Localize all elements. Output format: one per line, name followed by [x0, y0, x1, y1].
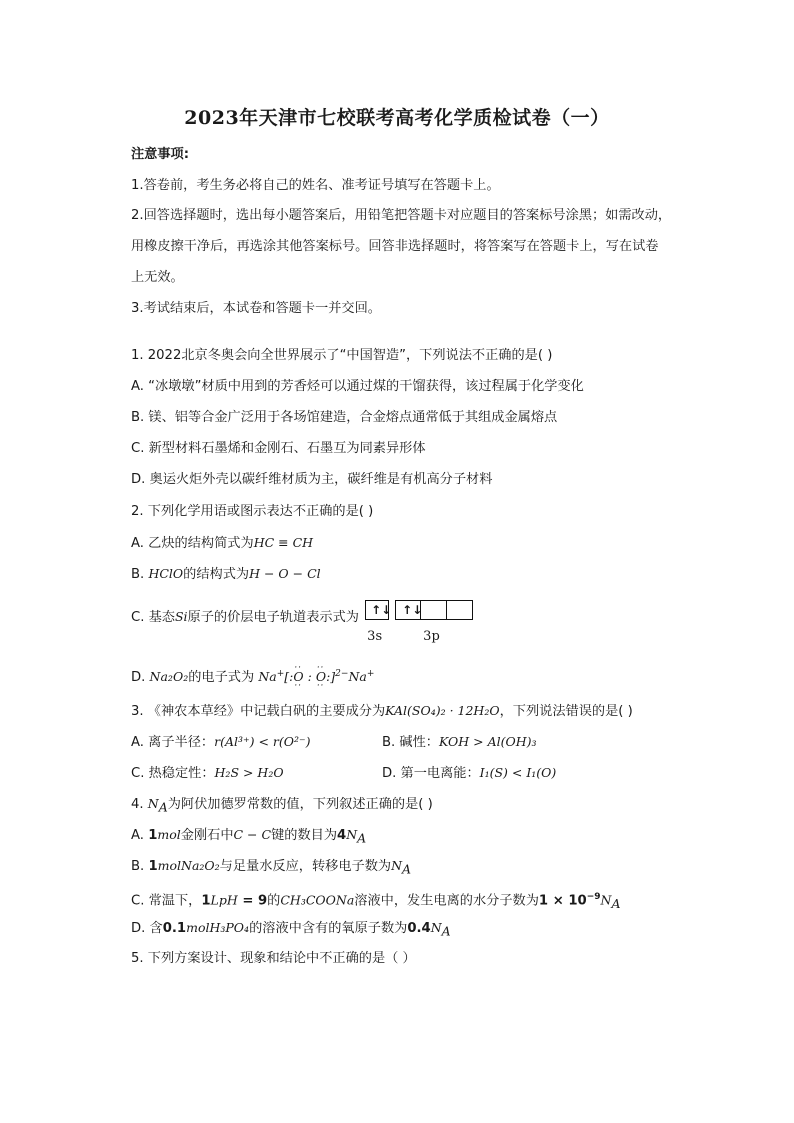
- q4-a-unit: mol: [157, 827, 181, 842]
- q2-c-formula: Si: [174, 609, 188, 624]
- orbital-3p-box-2: [420, 600, 447, 620]
- q2-option-a: [131, 534, 313, 553]
- orbital-3s-arrows: ↑↓: [371, 603, 392, 617]
- q2-b-text: 的结构式为: [183, 567, 250, 582]
- orbital-3s-box: [365, 600, 392, 620]
- q2-b-formula-1: HClO: [148, 566, 184, 581]
- avogadro-symbol: N: [600, 892, 612, 908]
- q4-a-text-2: 键的数目为: [271, 828, 338, 843]
- q2-b-label: B.: [131, 567, 149, 582]
- q3-stem: [131, 702, 633, 721]
- q4-c-exponent: −9: [586, 892, 601, 902]
- avogadro-symbol: N: [391, 858, 403, 873]
- avogadro-symbol: N: [430, 920, 442, 935]
- q1-option-a: A. “冰墩墩”材质中用到的芳香烃可以通过煤的干馏获得，该过程属于化学变化: [131, 379, 584, 394]
- q3-b-text: B. 碱性：: [382, 735, 439, 750]
- q4-c-text-3: 溶液中，发生电离的水分子数为: [354, 893, 539, 909]
- orbital-label-3s: 3s: [367, 629, 383, 644]
- avogadro-symbol: N: [346, 827, 358, 842]
- sodium-symbol: Na: [348, 669, 367, 685]
- q2-c-text: 原子的价层电子轨道表示式为: [187, 610, 359, 625]
- q4-d-number-1: 0.1: [162, 921, 187, 936]
- peroxide-charge: 2−: [335, 669, 349, 679]
- q2-option-d: [131, 665, 374, 687]
- q3-c-formula: H₂S > H₂O: [214, 765, 284, 780]
- q4-option-d: [131, 919, 451, 941]
- q3-a-formula: r(Al³⁺) < r(O²⁻): [214, 734, 311, 749]
- q2-b-formula-2: H − O − Cl: [249, 566, 321, 581]
- q3-stem-end: ，下列说法错误的是( ): [499, 704, 633, 719]
- q5-stem: 5. 下列方案设计、现象和结论中不正确的是（ ）: [131, 951, 416, 966]
- q4-option-c: [131, 888, 620, 913]
- q3-stem-text: 3. 《神农本草经》中记载白矾的主要成分为: [131, 704, 386, 719]
- q3-option-d: [382, 764, 556, 783]
- q4-c-number-2: 1 × 10: [538, 893, 587, 909]
- note-item-2-end: 上无效。: [131, 270, 184, 285]
- q4-b-label: B.: [131, 859, 149, 874]
- q4-stem: [131, 795, 433, 817]
- q4-stem-text: 为阿伏加德罗常数的值，下列叙述正确的是( ): [167, 797, 433, 812]
- q2-option-c: [131, 600, 479, 644]
- q2-a-text: A. 乙炔的结构简式为: [131, 536, 254, 551]
- q3-option-b: [382, 733, 537, 752]
- q4-a-number-1: 1: [148, 828, 158, 843]
- q4-c-ph-value: = 9: [237, 893, 268, 909]
- q3-d-text: D. 第一电离能：: [382, 766, 480, 781]
- q3-option-a: [131, 733, 311, 752]
- q3-c-text: C. 热稳定性：: [131, 766, 215, 781]
- q2-d-label: D.: [131, 670, 150, 686]
- q3-a-text: A. 离子半径：: [131, 735, 215, 750]
- q3-d-formula: I₁(S) < I₁(O): [479, 765, 557, 780]
- q4-b-number: 1: [148, 859, 158, 874]
- q1-option-c: C. 新型材料石墨烯和金刚石、石墨互为同素异形体: [131, 441, 426, 456]
- sodium-symbol: Na: [258, 669, 277, 685]
- electron-formula: Na+[:· · O · · : · · O · ·:]$^{2-}$Na+: [258, 669, 374, 684]
- notes-heading: 注意事项:: [131, 147, 190, 162]
- orbital-label-3p: 3p: [423, 629, 440, 644]
- oxygen-atom-1: · · O · ·: [293, 668, 303, 686]
- note-item-3: 3.考试结束后，本试卷和答题卡一并交回。: [131, 301, 381, 316]
- q2-d-text: 的电子式为: [188, 670, 255, 686]
- avogadro-subscript: A: [357, 830, 367, 846]
- q2-d-formula: Na₂O₂: [149, 669, 189, 685]
- q3-b-formula: KOH > Al(OH)₃: [439, 734, 537, 749]
- q4-option-b: [131, 857, 411, 879]
- note-item-1: 1.答卷前，考生务必将自己的姓名、准考证号填写在答题卡上。: [131, 178, 500, 193]
- q4-c-text-1: C. 常温下，: [131, 893, 202, 909]
- q4-d-number-2: 0.4: [407, 921, 431, 936]
- q4-d-formula: molH₃PO₄: [186, 920, 250, 935]
- q2-c-label: C. 基态: [131, 610, 175, 625]
- q1-stem: 1. 2022北京冬奥会向全世界展示了“中国智造”，下列说法不正确的是( ): [131, 348, 553, 363]
- page-title: 2023年天津市七校联考高考化学质检试卷（一）: [184, 107, 610, 129]
- orbital-diagram: [365, 600, 479, 644]
- q4-b-formula: molNa₂O₂: [157, 858, 220, 873]
- note-item-2: 2.回答选择题时，选出每小题答案后，用铅笔把答题卡对应题目的答案标号涂黑；如需改动，: [131, 208, 672, 223]
- orbital-3p-arrows: ↑↓: [402, 603, 423, 617]
- note-item-2-cont: 用橡皮擦干净后，再选涂其他答案标号。回答非选择题时，将答案写在答题卡上，写在试卷: [131, 239, 659, 254]
- avogadro-subscript: A: [158, 799, 168, 815]
- avogadro-symbol: N: [147, 796, 159, 811]
- q4-a-label: A.: [131, 828, 149, 843]
- q1-option-d: D. 奥运火炬外壳以碳纤维材质为主，碳纤维是有机高分子材料: [131, 472, 493, 487]
- q4-number: 4.: [131, 797, 148, 812]
- q2-stem: 2. 下列化学用语或图示表达不正确的是( ): [131, 504, 374, 519]
- q2-option-b: [131, 565, 321, 584]
- q4-a-number-2: 4: [337, 828, 347, 843]
- q4-a-bond: C − C: [233, 827, 272, 842]
- avogadro-subscript: A: [441, 923, 451, 939]
- q4-c-text-2: 的: [267, 893, 281, 909]
- orbital-3p-box-1: [395, 600, 421, 620]
- q1-option-b: B. 镁、铝等合金广泛用于各场馆建造，合金熔点通常低于其组成金属熔点: [131, 410, 558, 425]
- q4-d-text-2: 的溶液中含有的氧原子数为: [249, 921, 408, 936]
- q4-b-text: 与足量水反应，转移电子数为: [219, 859, 392, 874]
- q4-a-text-1: 金刚石中: [180, 828, 234, 843]
- q4-option-a: [131, 826, 366, 848]
- q2-a-formula: HC ≡ CH: [253, 535, 314, 550]
- avogadro-subscript: A: [611, 896, 621, 912]
- q4-d-text-1: D. 含: [131, 921, 163, 936]
- q3-stem-formula: KAl(SO₄)₂ · 12H₂O: [385, 703, 500, 718]
- q4-c-ph: LpH: [210, 892, 238, 908]
- avogadro-subscript: A: [402, 861, 412, 877]
- oxygen-atom-2: · · O · ·: [316, 668, 326, 686]
- q3-option-c: [131, 764, 284, 783]
- orbital-3p-box-3: [446, 600, 473, 620]
- q4-c-number-1: 1: [201, 893, 211, 909]
- q4-c-formula: CH₃COONa: [280, 892, 355, 908]
